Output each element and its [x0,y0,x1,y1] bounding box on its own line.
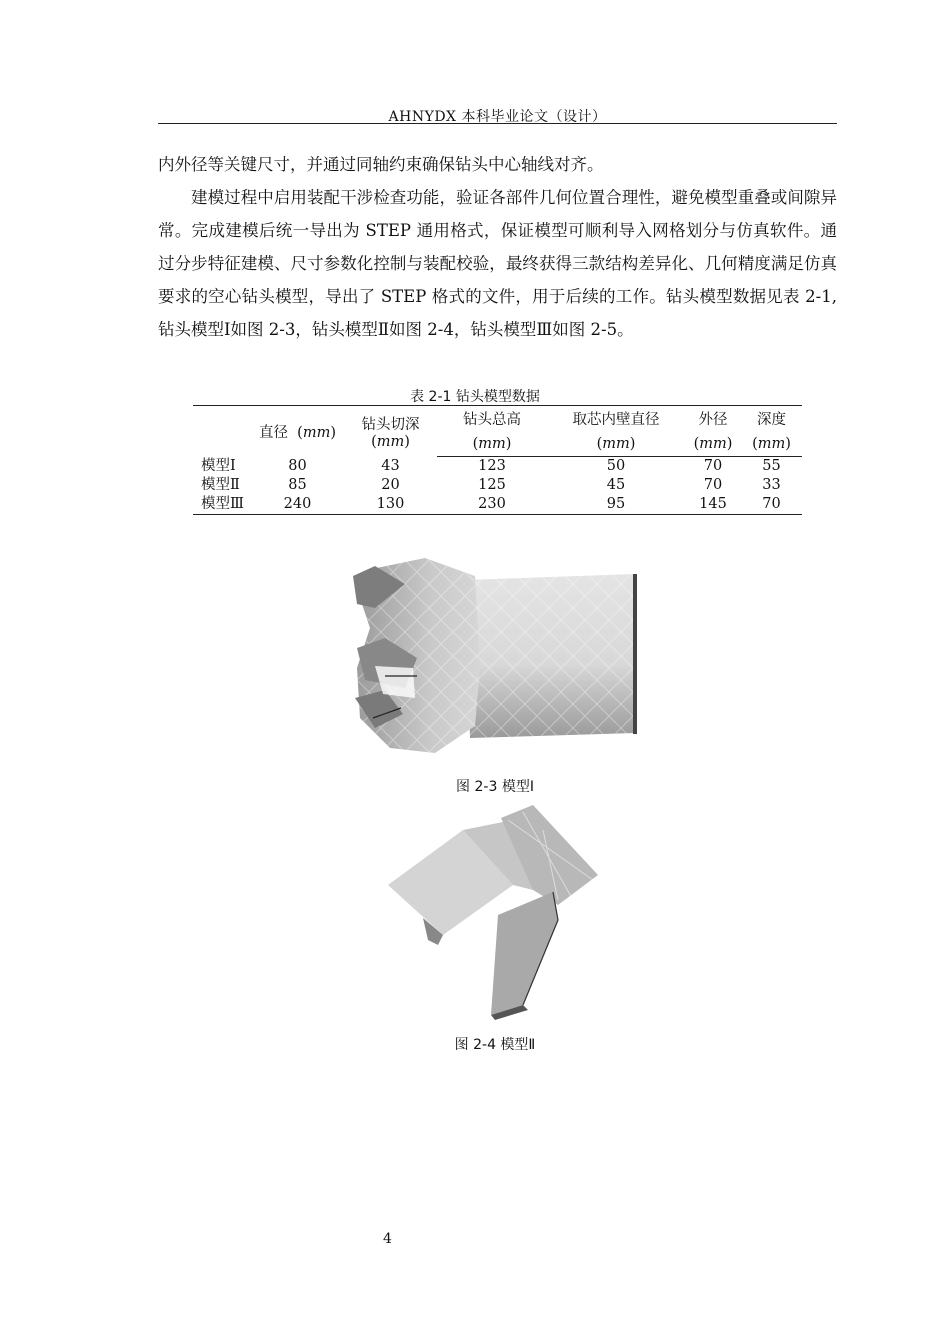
table-cell: 45 [606,477,626,493]
table-cell: 70 [741,495,802,515]
drill-model-1-figure [345,548,645,763]
table-header-row [193,406,802,432]
table-cell: 85 [288,477,307,493]
drill-barrel-end [633,574,637,734]
drill-model-2-figure [383,800,603,1020]
table-cell: 33 [762,477,781,493]
table-caption: 表 2-1 钻头模型数据 [410,389,540,405]
header-label: 深度 [757,412,786,428]
header-label: 钻头总高 [463,412,521,428]
figure-caption: 图 2-3 模型Ⅰ [456,779,534,795]
row-label: 模型Ⅰ [201,457,236,474]
table-cell: 230 [437,495,547,515]
unit-cell: (mm) [685,431,741,457]
header-cell-total-height [437,406,547,432]
table-cell: 125 [478,477,506,493]
unit-cell: (mm) [437,431,547,457]
table-cell: 123 [478,458,506,474]
table-cell: 240 [251,495,344,515]
unit-text: mm [602,435,630,452]
row-label: 模型Ⅱ [201,477,240,493]
unit-cell: (mm) [741,431,802,457]
header-label: 直径 [258,424,288,441]
drill-model-table [193,405,802,515]
table-cell: 70 [703,458,723,474]
unit-text: mm [757,435,786,452]
header-label: 钻头切深( [361,416,420,450]
unit-text: mm [699,435,727,452]
row-label: 模型Ⅲ [193,495,251,515]
table-cell: 80 [288,457,307,474]
header-cell-core-inner [547,406,685,432]
table-cell: 43 [381,457,400,474]
unit-text: mm [376,433,405,450]
table-row [193,476,802,495]
header-cell-diameter: 直径 (mm) [251,406,344,457]
header-cell-empty [193,406,251,457]
header-label: 取芯内壁直径 [572,412,660,428]
header-cell-cut-depth: 钻头切深(mm) [344,406,437,457]
table-cell: 130 [344,495,437,515]
drill-arm [491,892,558,1015]
paragraph: 内外径等关键尺寸，并通过同轴约束确保钻头中心轴线对齐。 [158,155,604,174]
table-cell: 20 [381,477,400,493]
header-cell-depth [741,406,802,432]
unit-text: mm [302,424,331,441]
unit-cell: (mm) [547,431,685,457]
paragraph: 建模过程中启用装配干涉检查功能，验证各部件几何位置合理性，避免模型重叠或间隙异常。完成建模后统一导出为 STEP 通用格式，保证模型可顺利导入网格划分与仿真软件。通过分步特征建模、尺寸参数化控制与装配校验，最终获得三款结构差异化、几何精度满足仿真要求的空心钻头模型，导出了 STEP 格式的文件，用于后续的工作。钻头模型数据见表 2-1,钻头模型Ⅰ如图 2-3，钻头模型Ⅱ如图 2-4，钻头模型Ⅲ如图 2-5。 [158,188,837,339]
table-cell: 50 [606,458,626,474]
table-cell: 95 [547,495,685,515]
table-row [193,495,802,515]
table-cell: 70 [703,477,723,493]
figure-caption: 图 2-4 模型Ⅱ [454,1037,536,1053]
unit-text: mm [478,435,506,452]
table-row [193,457,802,477]
drill-barrel-facets [465,574,635,738]
page-number: 4 [383,1231,392,1247]
table-cell: 55 [762,458,781,474]
header-cell-outer [685,406,741,432]
header-label: 外径 [698,412,728,428]
running-header: AHNYDX 本科毕业论文（设计） [388,109,607,125]
body-text [158,148,837,346]
header-rule [158,123,837,124]
table-cell: 145 [685,495,741,515]
